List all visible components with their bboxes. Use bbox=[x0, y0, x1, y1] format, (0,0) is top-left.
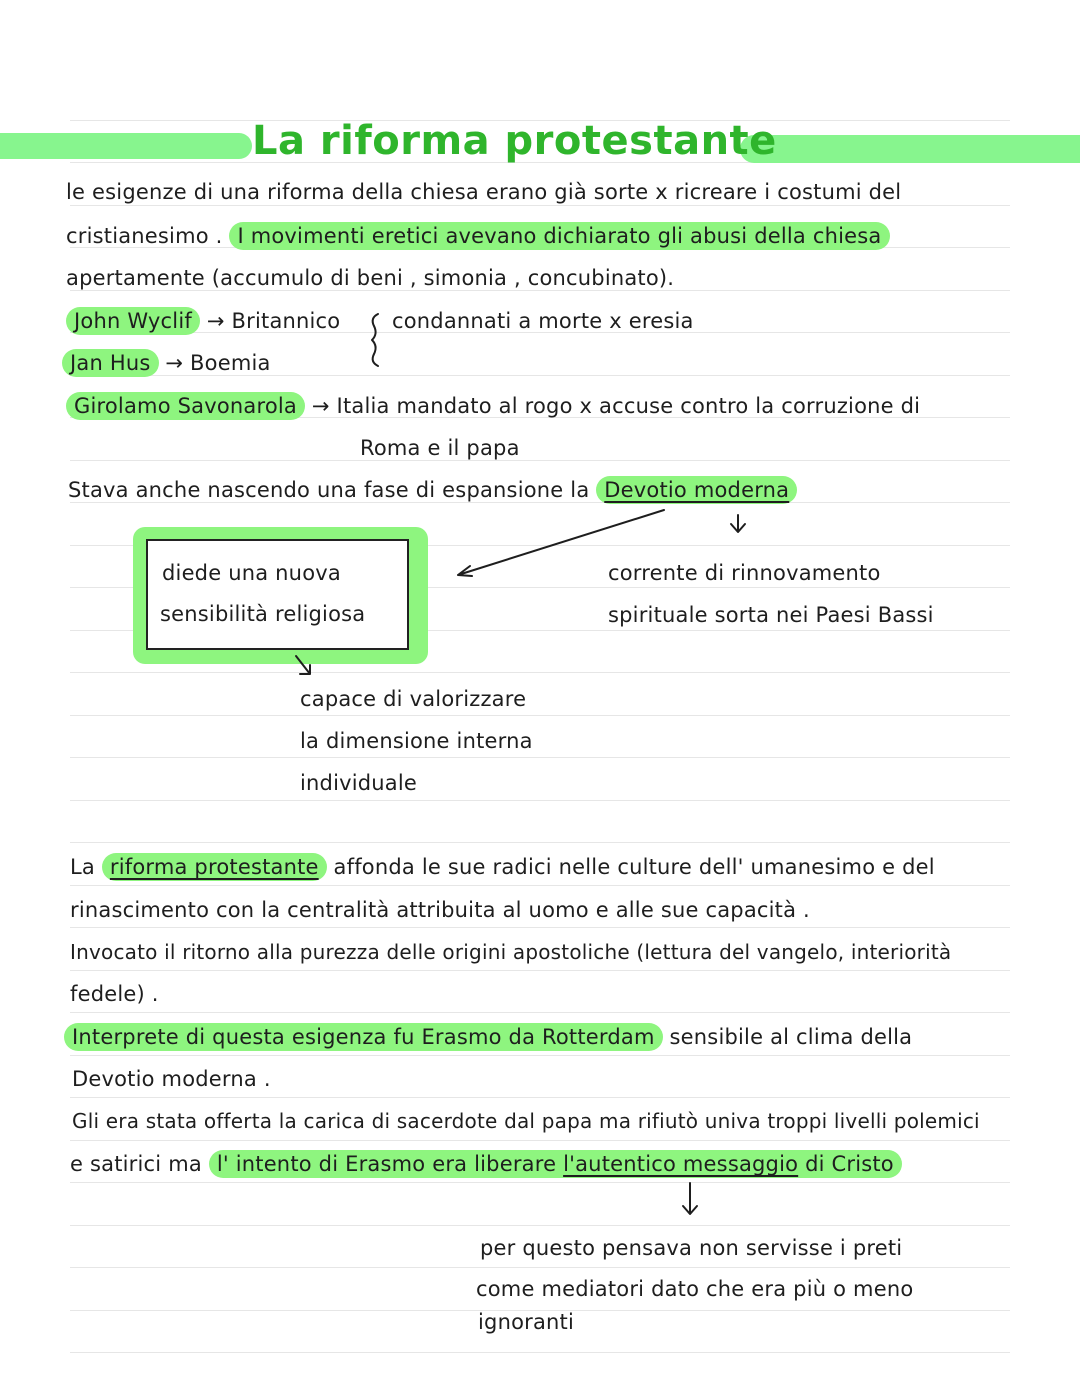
capability-line-3: individuale bbox=[300, 771, 418, 795]
intro-line-1: le esigenze di una riforma della chiesa erano già sorte x ricreare i costumi del bbox=[66, 180, 902, 204]
arrow-message-down bbox=[683, 1183, 697, 1214]
devotio-moderna-term: Devotio moderna bbox=[596, 476, 797, 504]
arrow-to-box bbox=[458, 510, 664, 576]
devotio-definition-2: spirituale sorta nei Paesi Bassi bbox=[608, 603, 934, 627]
priests-line-1: per questo pensava non servisse i preti bbox=[480, 1236, 903, 1260]
arrow-devotio-down bbox=[731, 515, 745, 532]
erasmus-satire: e satirici ma bbox=[70, 1152, 202, 1176]
savonarola-fate: → Italia mandato al rogo x accuse contro la corruzione di bbox=[311, 394, 921, 418]
return-origins-line-2: fedele) . bbox=[70, 982, 159, 1006]
savonarola-name: Girolamo Savonarola bbox=[66, 392, 305, 420]
condemned-note: condannati a morte x eresia bbox=[392, 309, 694, 333]
erasmus-highlight: Interprete di questa esigenza fu Erasmo da Rotterdam bbox=[64, 1023, 663, 1051]
box-line-2: sensibilità religiosa bbox=[160, 602, 366, 626]
reform-term: riforma protestante bbox=[102, 853, 327, 881]
savonarola-fate-cont: Roma e il papa bbox=[360, 436, 520, 460]
erasmus-line-3: Gli era stata offerta la carica di sacerdote dal papa ma rifiutò univa troppi livelli polemici bbox=[72, 1109, 980, 1133]
reform-roots-rest: affonda le sue radici nelle culture dell' umanesimo e del bbox=[333, 855, 935, 879]
erasmus-line-2: Devotio moderna . bbox=[72, 1067, 271, 1091]
box-line-1: diede una nuova bbox=[162, 561, 341, 585]
priests-line-2: come mediatori dato che era più o meno bbox=[476, 1277, 914, 1301]
heretic-movements-highlight: I movimenti eretici avevano dichiarato gli abusi della chiesa bbox=[229, 222, 889, 250]
erasmus-sensitivity: sensibile al clima della bbox=[669, 1025, 913, 1049]
wyclif-name: John Wyclif bbox=[66, 307, 200, 335]
hus-origin: → Boemia bbox=[165, 351, 271, 375]
capability-line-1: capace di valorizzare bbox=[300, 687, 527, 711]
brace-mark bbox=[372, 314, 378, 366]
priests-line-3: ignoranti bbox=[478, 1310, 575, 1334]
capability-line-2: la dimensione interna bbox=[300, 729, 533, 753]
page-title: La riforma protestante bbox=[252, 118, 777, 164]
reform-roots-start: La bbox=[70, 855, 95, 879]
hus-name: Jan Hus bbox=[62, 349, 159, 377]
return-origins-line-1: Invocato il ritorno alla purezza delle origini apostoliche (lettura del vangelo, interiorità bbox=[70, 940, 952, 964]
erasmus-intent-end: di Cristo bbox=[805, 1152, 894, 1176]
intro-line-2-start: cristianesimo . bbox=[66, 224, 223, 248]
authentic-message-term: l'autentico messaggio bbox=[563, 1152, 799, 1176]
erasmus-intent-start: l' intento di Erasmo era liberare bbox=[216, 1152, 557, 1176]
reform-roots-line-2: rinascimento con la centralità attribuita al uomo e alle sue capacità . bbox=[70, 898, 810, 922]
arrow-box-down bbox=[296, 656, 310, 674]
wyclif-origin: → Britannico bbox=[206, 309, 341, 333]
devotio-definition-1: corrente di rinnovamento bbox=[608, 561, 881, 585]
intro-line-3: apertamente (accumulo di beni , simonia , concubinato). bbox=[66, 266, 675, 290]
devotio-intro-text: Stava anche nascendo una fase di espansione la bbox=[68, 478, 590, 502]
